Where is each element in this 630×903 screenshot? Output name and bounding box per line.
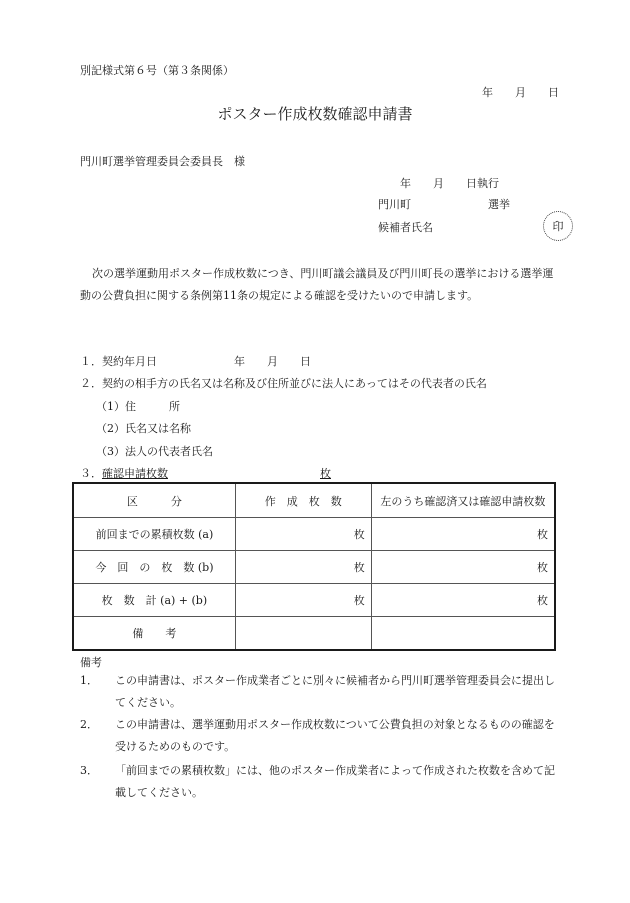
item3-unit: 枚 [320, 467, 331, 480]
note-item [80, 670, 564, 714]
table-row [73, 617, 555, 651]
address-subitem: （1）住 所 [96, 400, 180, 413]
representative-subitem: （3）法人の代表者氏名 [96, 445, 213, 458]
application-date: 年 月 日 [482, 86, 559, 99]
item3-label: 確認申請枚数 [102, 467, 168, 480]
requested-count-item [80, 465, 333, 481]
note-number: 2． [80, 718, 98, 731]
item3-number: ３． [80, 467, 102, 480]
table-header-row [73, 483, 555, 518]
note-number: 1． [80, 674, 98, 687]
confirmed-cell[interactable]: 枚 [371, 551, 555, 584]
candidate-name-label: 候補者氏名 [378, 221, 433, 234]
remarks-cell[interactable] [371, 617, 555, 651]
notes-title: 備考 [80, 656, 102, 669]
confirmed-cell[interactable]: 枚 [371, 518, 555, 551]
contract-date-item: １．契約年月日 年 月 日 [80, 355, 311, 368]
table-header: 作 成 枚 数 [235, 483, 371, 518]
poster-count-table [72, 482, 556, 651]
note-item [80, 760, 564, 804]
count-cell[interactable]: 枚 [235, 551, 371, 584]
table-row [73, 584, 555, 617]
seal-icon [543, 211, 573, 241]
table-header: 区 分 [73, 483, 235, 518]
addressee: 門川町選挙管理委員会委員長 様 [80, 155, 245, 168]
table-row [73, 551, 555, 584]
seal-label: 印 [552, 220, 564, 233]
execution-date: 年 月 日執行 [400, 177, 499, 190]
row-label: 前回までの累積枚数 (a) [73, 518, 235, 551]
note-text: 「前回までの累積枚数」には、他のポスター作成業者によって作成された枚数を含めて記載してください。 [115, 764, 555, 799]
note-text: この申請書は、選挙運動用ポスター作成枚数について公費負担の対象となるものの確認を受けるためのものです。 [115, 718, 555, 753]
table-header: 左のうち確認済又は確認申請枚数 [371, 483, 555, 518]
table-row [73, 518, 555, 551]
application-statement: 次の選挙運動用ポスター作成枚数につき、門川町議会議員及び門川町長の選挙における選挙運動の公費負担に関する条例第11条の規定による確認を受けたいので申請します。 [80, 267, 554, 302]
requested-count-line [102, 467, 333, 480]
count-cell[interactable]: 枚 [235, 584, 371, 617]
page-title: ポスター作成枚数確認申請書 [217, 105, 413, 123]
election-name: 門川町 選挙 [378, 198, 510, 211]
count-cell[interactable]: 枚 [235, 518, 371, 551]
name-subitem: （2）氏名又は名称 [96, 422, 191, 435]
remarks-cell[interactable] [235, 617, 371, 651]
note-number: 3． [80, 764, 98, 777]
contract-party-item: ２．契約の相手方の氏名又は名称及び住所並びに法人にあってはその代表者の氏名 [80, 377, 487, 390]
row-label: 枚 数 計 (a) + (b) [73, 584, 235, 617]
note-item [80, 714, 564, 758]
confirmed-cell[interactable]: 枚 [371, 584, 555, 617]
remarks-label: 備 考 [73, 617, 235, 651]
note-text: この申請書は、ポスター作成業者ごとに別々に候補者から門川町選挙管理委員会に提出してください。 [115, 674, 555, 709]
row-label: 今 回 の 枚 数 (b) [73, 551, 235, 584]
form-code: 別記様式第６号（第３条関係） [80, 64, 234, 77]
